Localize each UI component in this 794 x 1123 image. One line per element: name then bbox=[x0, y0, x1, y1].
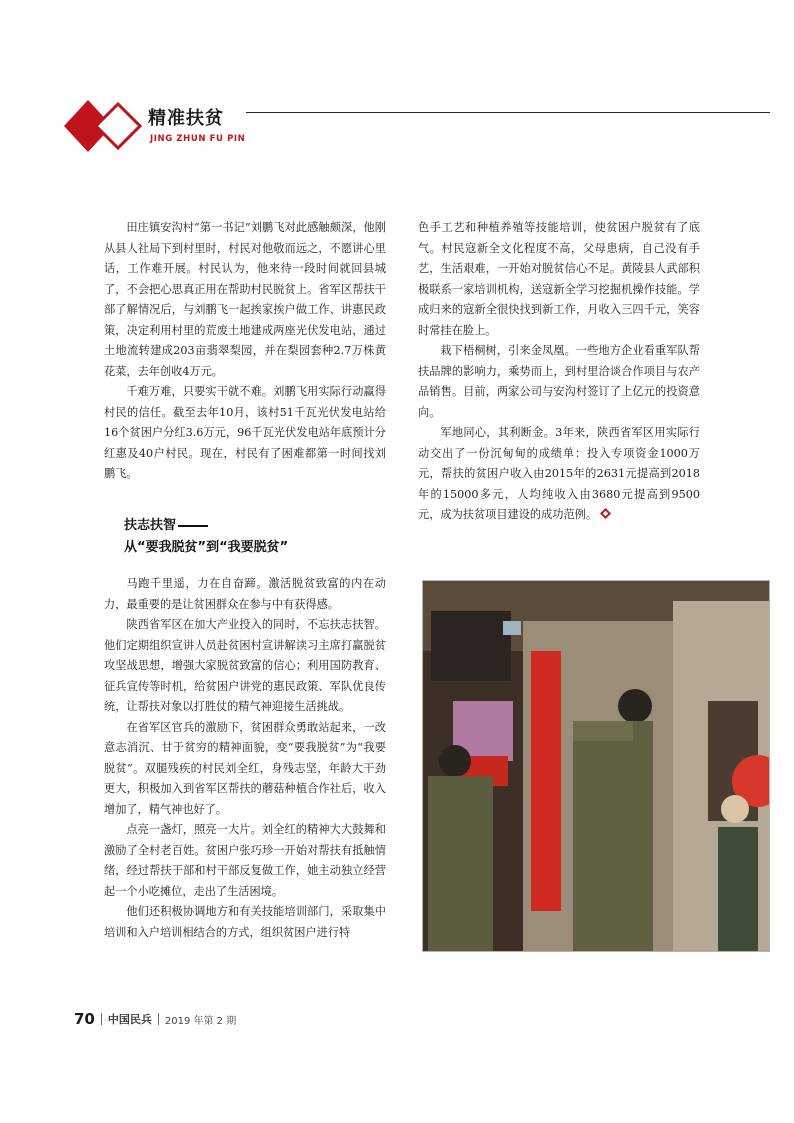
subheading-line-2: 从“要我脱贫”到“我要脱贫” bbox=[124, 540, 289, 555]
paragraph: 在省军区官兵的激励下，贫困群众勇敢站起来，一改意志消沉、甘于贫穷的精神面貌，变“要我脱贫”为“我要脱贫”。双腿残疾的村民刘全红，身残志坚，年龄大干劲更大，积极加入到省军区帮扶的蘑菇种植合作社后，收入增加了，精气神也好了。 bbox=[104, 720, 386, 816]
page-number: 70 bbox=[74, 1010, 95, 1028]
page-header bbox=[0, 0, 794, 170]
double-diamond-logo bbox=[62, 98, 152, 154]
right-column-top bbox=[418, 218, 700, 526]
paragraph: 马跑千里遥，力在自奋蹄。激活脱贫致富的内在动力，最重要的是让贫困群众在参与中有获得感。 bbox=[104, 577, 386, 611]
paragraph: 千难万难，只要实干就不难。刘鹏飞用实际行动赢得村民的信任。截至去年10月，该村51千瓦光伏发电站给16个贫困户分红3.6万元，96千瓦光伏发电站年底预计分红惠及40户村民。现在，村民有了困难都第一时间找刘鹏飞。 bbox=[104, 385, 386, 480]
section-subheading bbox=[124, 515, 288, 559]
photo-soldiers-posting-couplets bbox=[423, 581, 770, 952]
subheading-dash bbox=[178, 525, 208, 527]
page-footer bbox=[74, 1010, 236, 1028]
paragraph: 田庄镇安沟村“第一书记”刘鹏飞对此感触颇深，他刚从县人社局下到村里时，村民对他敬而远之，不愿讲心里话，工作难开展。村民认为，他来待一段时间就回县城了，不会把心思真正用在帮助村民脱贫上。省军区帮扶干部了解情况后，与刘鹏飞一起挨家挨户做工作、讲惠民政策，决定利用村里的荒废土地建成两座光伏发电站，通过土地流转建成203亩翡翠梨园，并在梨园套种2.7万株黄花菜，去年创收4万元。 bbox=[104, 221, 386, 378]
footer-divider bbox=[158, 1013, 159, 1025]
section-title: 精准扶贫 bbox=[148, 108, 224, 129]
paragraph bbox=[418, 423, 700, 526]
footer-divider bbox=[101, 1013, 102, 1025]
paragraph: 色手工艺和种植养殖等技能培训，使贫困户脱贫有了底气。村民寇新全文化程度不高，父母患病，自己没有手艺，生活艰难，一开始对脱贫信心不足。黄陵县人武部积极联系一家培训机构，送寇新全学习挖掘机操作技能。学成归来的寇新全很快找到新工作，月收入三四千元，笑容时常挂在脸上。 bbox=[418, 221, 700, 337]
subheading-text: 扶志扶智 bbox=[124, 518, 177, 533]
article-end-mark-icon bbox=[600, 508, 611, 519]
publication-name: 中国民兵 bbox=[107, 1013, 152, 1026]
left-column-bottom bbox=[104, 574, 386, 943]
paragraph: 点亮一盏灯，照亮一大片。刘全红的精神大大鼓舞和激励了全村老百姓。贫困户张巧珍一开始对帮扶有抵触情绪，经过帮扶干部和村干部反复做工作，她主动独立经营起一个小吃摊位，走出了生活困境。 bbox=[104, 823, 386, 898]
left-column-top bbox=[104, 218, 386, 485]
paragraph: 他们还积极协调地方和有关技能培训部门，采取集中培训和入户培训相结合的方式，组织贫困户进行特 bbox=[104, 905, 386, 939]
subheading-line-1 bbox=[124, 515, 288, 537]
article-photo bbox=[422, 580, 770, 952]
section-subtitle: JING ZHUN FU PIN bbox=[150, 134, 246, 144]
paragraph: 栽下梧桐树，引来金凤凰。一些地方企业看重军队帮扶品牌的影响力，乘势而上，到村里洽谈合作项目与农产品销售。目前，两家公司与安沟村签订了上亿元的投资意向。 bbox=[418, 344, 700, 419]
issue-label: 2019 年第 2 期 bbox=[164, 1015, 237, 1027]
paragraph: 陕西省军区在加大产业投入的同时，不忘扶志扶智。他们定期组织宣讲人员赴贫困村宣讲解读习主席打赢脱贫攻坚战思想，增强大家脱贫致富的信心；利用国防教育、征兵宣传等时机，给贫困户讲党的惠民政策、军队优良传统，让帮扶对象以打胜仗的精气神迎接生活挑战。 bbox=[104, 618, 386, 713]
header-rule bbox=[246, 112, 770, 113]
paragraph-text: 军地同心，其利断金。3年来，陕西省军区用实际行动交出了一份沉甸甸的成绩单：投入专项资金1000万元，帮扶的贫困户收入由2015年的2631元提高到2018年的15000多元，人均纯收入由3680元提高到9500元，成为扶贫项目建设的成功范例。 bbox=[418, 426, 700, 521]
